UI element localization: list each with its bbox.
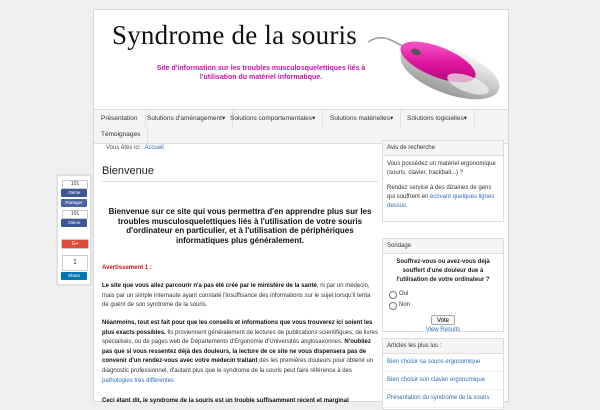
nav-item-presentation[interactable]: Présentation (94, 110, 146, 127)
nav-item-amenagement[interactable]: Solutions d'aménagement▾ (140, 110, 233, 127)
site-title[interactable]: Syndrome de la souris (112, 20, 357, 50)
paragraph-2-bold: Néanmoins, tout est fait pour que les conseils et informations que vous trouverez ici soient les plus exacts possibles. (102, 320, 373, 336)
share-bar (57, 175, 91, 285)
page-wrapper (93, 9, 509, 402)
paragraph-3-bold: Ceci étant dit, le syndrome de la souris est un trouble suffisamment récent et marginal (102, 398, 349, 404)
paragraph-1-text: , ni par un médecin, mais par un simple internaute ayant constaté l'insuffisance des informations sur le sujet lorsqu'il tenta de guérir de son syndrome de la souris. (102, 283, 371, 309)
linkedin-share-button[interactable]: Share (61, 272, 87, 280)
radio-oui[interactable] (389, 291, 397, 299)
paragraph-2-text-2: dès les premières douleurs pour obtenir un diagnostic professionnel, d'autant plus que le syndrome de la souris peut faire référence à des (102, 358, 374, 374)
breadcrumb-prefix: Vous êtes ici : (106, 145, 144, 151)
poll-option-oui-label: Oui (399, 291, 409, 297)
facebook-like-button-2[interactable]: J'aime (61, 219, 87, 227)
articles-list (383, 354, 503, 408)
poll-widget-title: Sondage (383, 239, 503, 254)
poll-widget (382, 238, 504, 332)
sidebar (382, 140, 502, 400)
page-title: Bienvenue (102, 165, 154, 177)
paragraph-1 (102, 282, 378, 311)
articles-widget (382, 338, 504, 410)
notice-widget-title: Avis de recherche (383, 141, 503, 156)
mouse-logo-icon (358, 24, 508, 104)
poll-question: Souffrez-vous ou avez-vous déjà souffert d'une douleur due à l'utilisation de votre ordinateur ? (396, 259, 490, 283)
divider (102, 181, 378, 182)
facebook-share-button[interactable]: Partager (61, 199, 87, 207)
google-plus-count: 1 (62, 255, 88, 271)
paragraph-2-bold-2: N'oubliez pas que si vous ressentez déjà des douleurs, la lecture de ce site ne vous dispensera pas de convenir d'un rendez-vous avec votre médecin traitant (102, 339, 371, 365)
notice-write-link[interactable]: écrivant quelques lignes dessus. (387, 194, 495, 209)
nav-item-materielles[interactable]: Solutions matérielles▾ (323, 110, 401, 127)
site-header (94, 10, 508, 108)
paragraph-1-bold: Le site que vous allez parcourir n'a pas été créé par le ministère de la santé (102, 283, 317, 289)
vote-button[interactable]: Vote (431, 315, 455, 325)
notice-widget (382, 140, 504, 222)
view-results-link[interactable]: View Results (425, 327, 461, 333)
nav-item-comportementales[interactable]: Solutions comportementales▾ (223, 110, 323, 127)
google-plus-button[interactable]: G+ (61, 239, 89, 249)
notice-text-1: Vous possédez un matériel ergonomique (souris, clavier, trackball...) ? (387, 161, 496, 176)
paragraph-2-text: Ils proviennent généralement de lectures de publications scientifiques, de livres spécialisés, ou de pages web de Départements d'Ergonomie d'Universités anglosaxonnes. (102, 329, 378, 346)
paragraph-2 (102, 319, 378, 386)
article-link[interactable]: Présentation du syndrome de la souris (383, 390, 503, 408)
main-content (102, 157, 378, 404)
poll-option-non-label: Non (399, 302, 411, 308)
poll-option-non[interactable] (383, 300, 503, 311)
breadcrumb (106, 145, 164, 151)
poll-option-oui[interactable] (383, 289, 503, 300)
intro-text: Bienvenue sur ce site qui vous permettra d'en apprendre plus sur les troubles musculosquelettiques liés à l'utilisation de votre souris d'ordinateur en particulier, et à l'utilisation de périphériques informatiques plus généralement. (108, 207, 372, 245)
paragraph-3 (102, 397, 378, 407)
facebook-like-count: 101 (62, 180, 88, 189)
radio-non[interactable] (389, 302, 397, 310)
facebook-like-button[interactable]: J'aime (61, 189, 87, 197)
warning-heading: Avertissement 1 : (102, 265, 152, 271)
facebook-like-count-2: 101 (62, 210, 88, 219)
pathologies-link[interactable]: pathologies très différentes (102, 377, 174, 384)
article-link[interactable]: Bien choisir sa souris ergonomique (383, 354, 503, 372)
breadcrumb-home-link[interactable]: Accueil (144, 145, 164, 151)
site-description: Site d'information sur les troubles musculosquelettiques liés à l'utilisation du matériel informatique. (156, 65, 366, 81)
articles-widget-title: Articles les plus lus : (383, 339, 503, 354)
notice-text-2 (383, 182, 503, 215)
article-link[interactable]: Bien choisir son clavier ergonomique (383, 372, 503, 390)
nav-item-temoignages[interactable]: Témoignages (94, 127, 148, 143)
notice-text-2-label: Rendez service à des dizaines de gens qui souffrent en (387, 185, 492, 200)
main-nav (94, 109, 508, 128)
nav-item-logicielles[interactable]: Solutions logicielles▾ (400, 110, 475, 127)
